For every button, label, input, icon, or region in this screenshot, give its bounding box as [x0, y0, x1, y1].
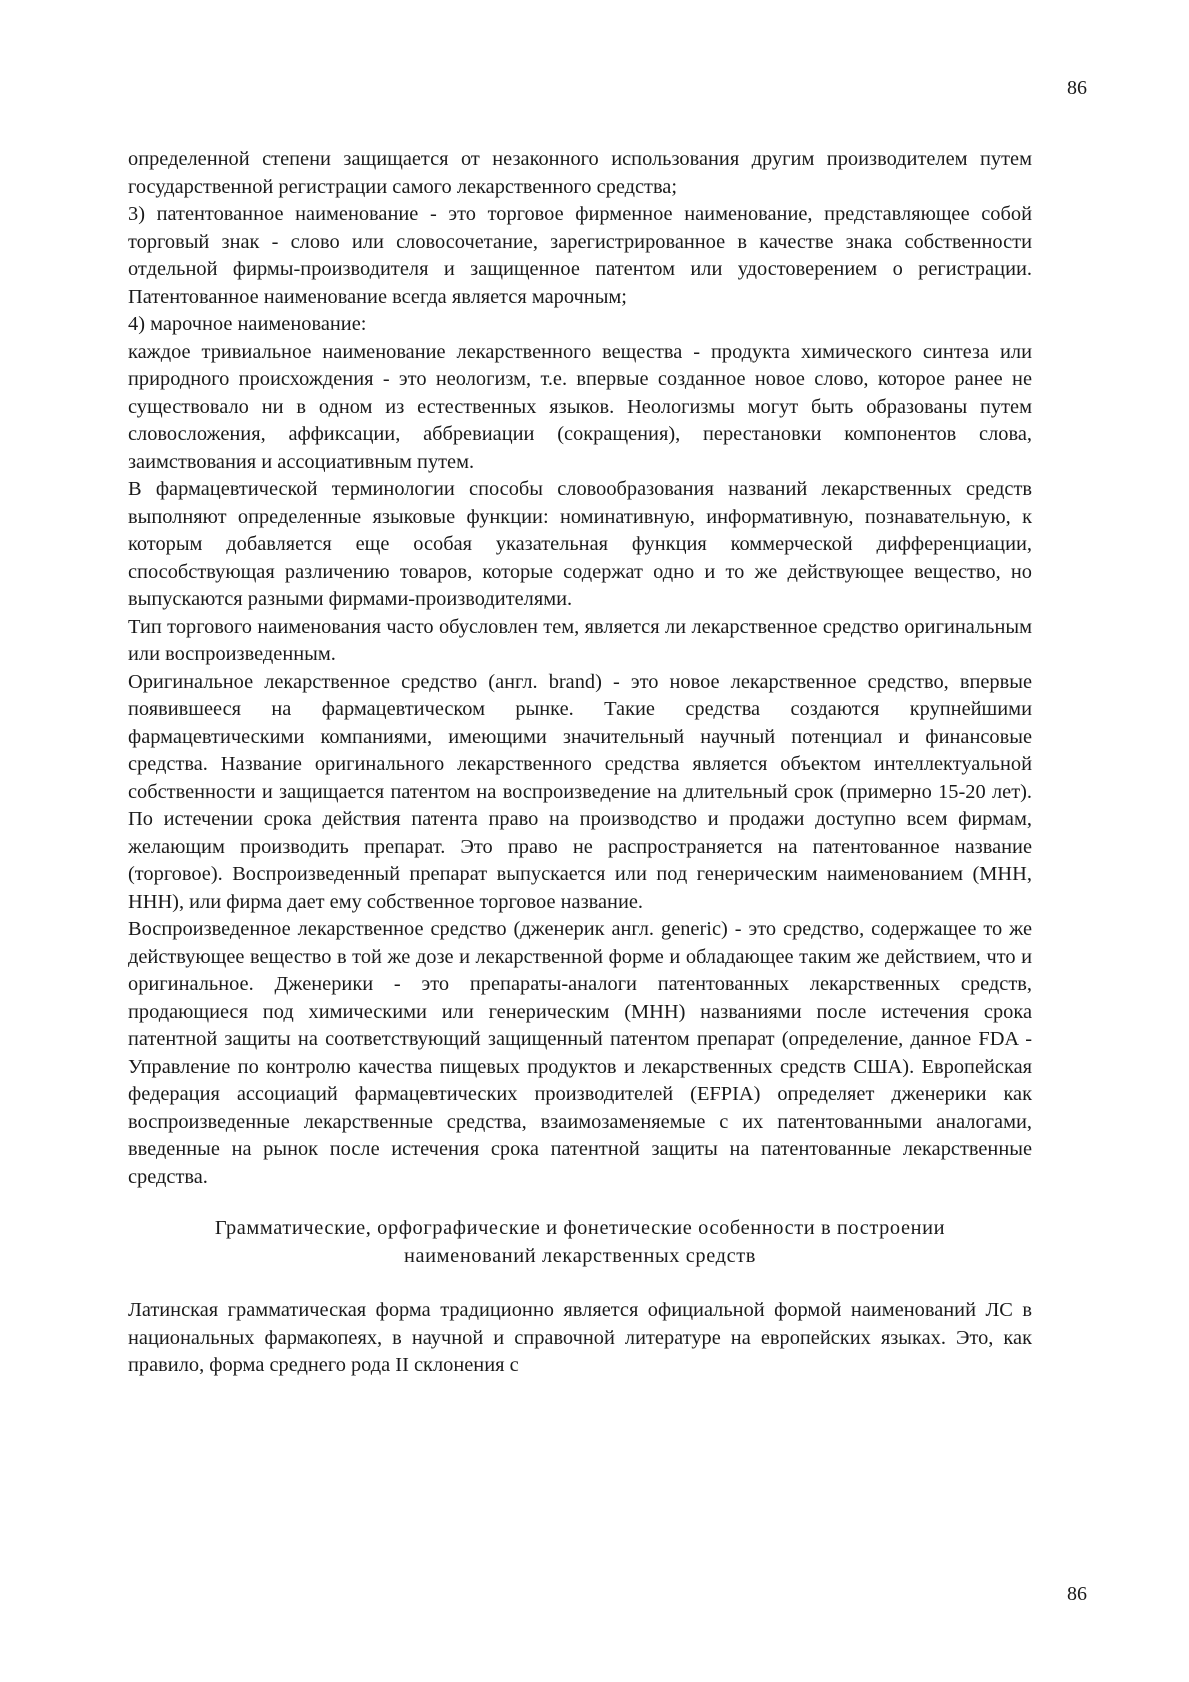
paragraph-original-drug: Оригинальное лекарственное средство (англ. brand) - это новое лекарственное средство, впервые появившееся на фармацевтическом рынке. Такие средства создаются крупнейшими фармацевтическими компаниями, имеющими значительный научный потенциал и финансовые средства. Название оригинального лекарственного средства является объектом интеллектуальной собственности и защищается патентом на воспроизведение на длительный срок (примерно 15-20 лет). По истечении срока действия патента право на производство и продажи доступно всем фирмам, желающим производить препарат. Это право не распространяется на патентованное название (торговое). Воспроизведенный препарат выпускается или под генерическим наименованием (МНН, ННН), или фирма дает ему собственное торговое название. — [128, 670, 1032, 913]
paragraph-latin-form: Латинская грамматическая форма традиционно является официальной формой наименований ЛС в национальных фармакопеях, в научной и справочной литературе на европейских языках. Это, как правило, форма среднего рода II склонения с — [128, 1299, 1032, 1376]
paragraph-trade-name-type: Тип торгового наименования часто обусловлен тем, является ли лекарственное средство оригинальным или воспроизведенным. — [128, 615, 1032, 665]
page-number-top: 86 — [1067, 77, 1087, 99]
paragraph-neologism: каждое тривиальное наименование лекарственного вещества - продукта химического синтеза или природного происхождения - это неологизм, т.е. впервые созданное новое слово, которое ранее не существовало ни в одном из естественных языков. Неологизмы могут быть образованы путем словосложения, аффиксации, аббревиации (сокращения), перестановки компонентов слова, заимствования и ассоциативным путем. — [128, 340, 1032, 473]
section-heading-line-1: Грамматические, орфографические и фонетические особенности в построении — [214, 1217, 946, 1239]
paragraph-continuation: определенной степени защищается от незаконного использования другим производителем путем государственной регистрации самого лекарственного средства; — [128, 148, 1032, 198]
paragraph-brand-name-label: 4) марочное наименование: — [128, 313, 367, 335]
paragraph-patented-name: 3) патентованное наименование - это торговое фирменное наименование, представляющее собой торговый знак - слово или словосочетание, зарегистрированное в качестве знака собственности отдельной фирмы-производителя и защищенное патентом или удостоверением о регистрации. Патентованное наименование всегда является марочным; — [128, 203, 1032, 308]
page-body — [128, 146, 1032, 1380]
page-number-bottom: 86 — [1067, 1583, 1087, 1605]
paragraph-word-formation: В фармацевтической терминологии способы словообразования названий лекарственных средств выполняют определенные языковые функции: номинативную, информативную, познавательную, к которым добавляется еще особая указательная функция коммерческой дифференциации, способствующая различению товаров, которые содержат одно и то же действующее вещество, но выпускаются разными фирмами-производителями. — [128, 478, 1032, 610]
paragraph-generic-drug: Воспроизведенное лекарственное средство (дженерик англ. generic) - это средство, содержащее то же действующее вещество в той же дозе и лекарственной форме и обладающее таким же действием, что и оригинальное. Дженерики - это препараты-аналоги патентованных лекарственных средств, продающиеся под химическими или генерическим (МНН) названиями после истечения срока патентной защиты на соответствующий защищенный патентом препарат (определение, данное FDA - Управление по контролю качества пищевых продуктов и лекарственных средств США). Европейская федерация ассоциаций фармацевтических производителей (EFPIA) определяет дженерики как воспроизведенные лекарственные средства, взаимозаменяемые с их патентованными аналогами, введенные на рынок после истечения срока патентной защиты на патентованные лекарственные средства. — [128, 918, 1032, 1188]
section-heading — [128, 1215, 1032, 1270]
section-heading-line-2: наименований лекарственных средств — [404, 1244, 756, 1267]
